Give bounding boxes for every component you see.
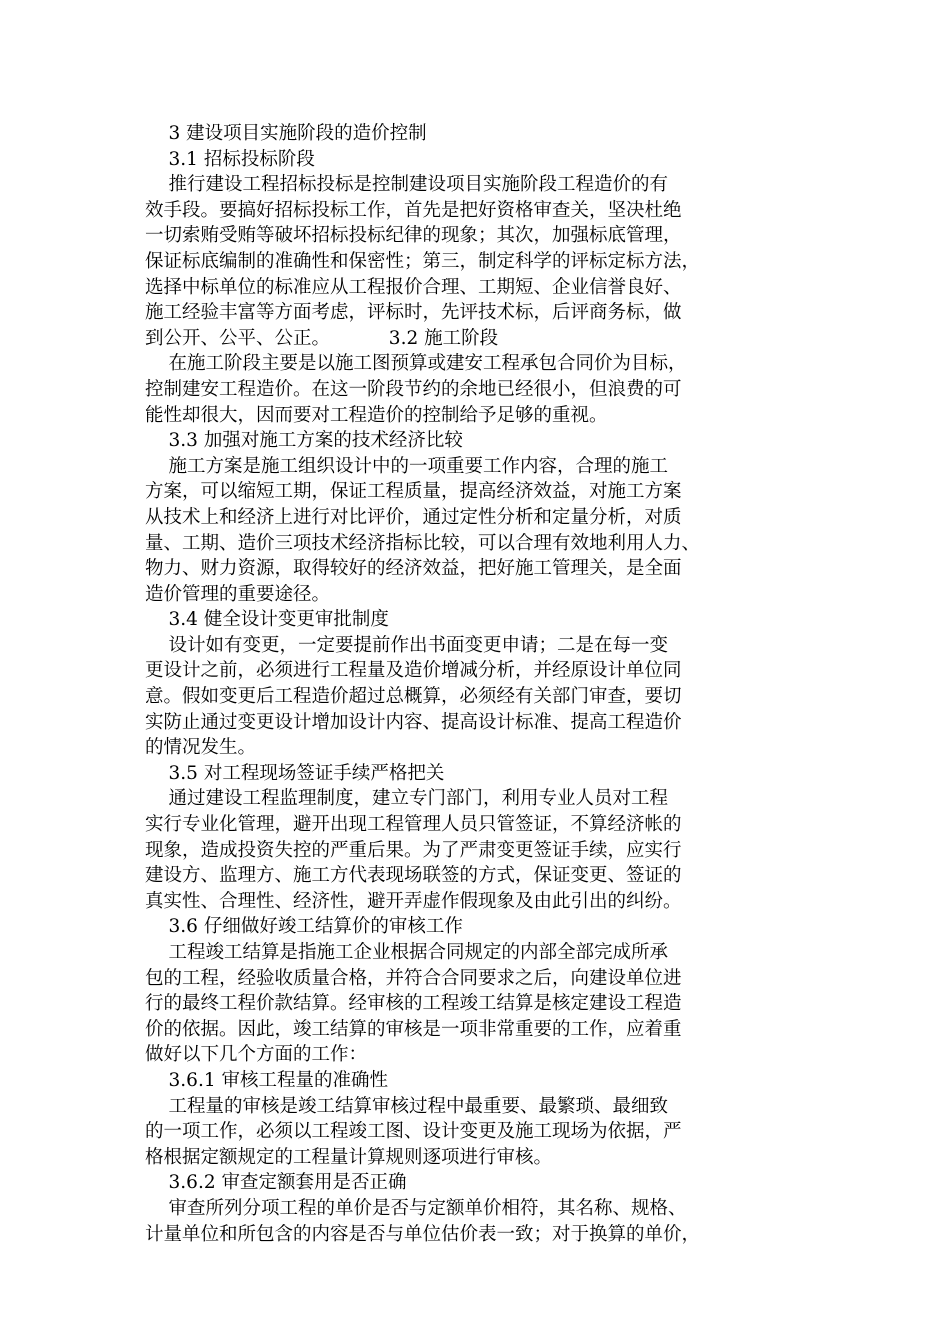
paragraph-line: 做好以下几个方面的工作：	[145, 1044, 368, 1066]
paragraph-line: 格根据定额规定的工程量计算规则逐项进行审核。	[145, 1146, 553, 1168]
paragraph-line: 量、工期、造价三项技术经济指标比较，可以合理有效地利用人力、	[145, 532, 701, 554]
paragraph-line: 从技术上和经济上进行对比评价，通过定性分析和定量分析，对质	[145, 506, 682, 528]
paragraph-line: 物力、财力资源，取得较好的经济效益，把好施工管理关，是全面	[145, 558, 682, 580]
heading-3-6: 3.6 仔细做好竣工结算价的审核工作	[145, 916, 463, 938]
paragraph-line: 控制建安工程造价。在这一阶段节约的余地已经很小，但浪费的可	[145, 378, 682, 400]
paragraph-line: 的情况发生。	[145, 737, 257, 759]
paragraph-line: 推行建设工程招标投标是控制建设项目实施阶段工程造价的有	[145, 174, 669, 196]
heading-3: 3 建设项目实施阶段的造价控制	[145, 123, 427, 144]
paragraph-line: 设计如有变更，一定要提前作出书面变更申请；二是在每一变	[145, 634, 669, 656]
heading-3-6-2: 3.6.2 审查定额套用是否正确	[145, 1172, 407, 1194]
paragraph-line: 现象，造成投资失控的严重后果。为了严肃变更签证手续，应实行	[145, 839, 682, 861]
paragraph-line: 造价管理的重要途径。	[145, 583, 331, 605]
paragraph-line: 更设计之前，必须进行工程量及造价增减分析，并经原设计单位同	[145, 660, 682, 682]
paragraph-line: 方案，可以缩短工期，保证工程质量，提高经济效益，对施工方案	[145, 481, 682, 503]
paragraph-line: 建设方、监理方、施工方代表现场联签的方式，保证变更、签证的	[145, 865, 682, 887]
paragraph-line: 真实性、合理性、经济性，避开弄虚作假现象及由此引出的纠纷。	[145, 890, 682, 912]
paragraph-line: 能性却很大，因而要对工程造价的控制给予足够的重视。	[145, 404, 608, 426]
heading-3-6-1: 3.6.1 审核工程量的准确性	[145, 1069, 388, 1091]
paragraph-line: 施工方案是施工组织设计中的一项重要工作内容，合理的施工	[145, 455, 669, 477]
heading-3-1: 3.1 招标投标阶段	[145, 148, 315, 170]
paragraph-line: 一切索贿受贿等破坏招标投标纪律的现象；其次，加强标底管理，	[145, 225, 682, 247]
paragraph-line: 价的依据。因此，竣工结算的审核是一项非常重要的工作，应着重	[145, 1018, 682, 1040]
paragraph-line: 通过建设工程监理制度，建立专门部门，利用专业人员对工程	[145, 788, 669, 810]
heading-3-4: 3.4 健全设计变更审批制度	[145, 609, 389, 631]
paragraph-line: 审查所列分项工程的单价是否与定额单价相符，其名称、规格、	[145, 1197, 687, 1219]
paragraph-line: 工程竣工结算是指施工企业根据合同规定的内部全部完成所承	[145, 942, 669, 963]
heading-3-3: 3.3 加强对施工方案的技术经济比较	[145, 430, 463, 452]
paragraph-line: 实行专业化管理，避开出现工程管理人员只管签证，不算经济帐的	[145, 814, 682, 836]
paragraph-line: 意。假如变更后工程造价超过总概算，必须经有关部门审查，要切	[145, 686, 682, 708]
heading-3-5: 3.5 对工程现场签证手续严格把关	[145, 762, 445, 784]
paragraph-line: 选择中标单位的标准应从工程报价合理、工期短、企业信誉良好、	[145, 276, 682, 298]
paragraph-line: 计量单位和所包含的内容是否与单位估价表一致；对于换算的单价，	[145, 1223, 701, 1245]
paragraph-line-with-heading-3-2: 到公开、公平、公正。 3.2 施工阶段	[145, 327, 499, 349]
paragraph-line: 工程量的审核是竣工结算审核过程中最重要、最繁琐、最细致	[145, 1095, 669, 1117]
paragraph-line: 保证标底编制的准确性和保密性；第三，制定科学的评标定标方法，	[145, 250, 701, 272]
paragraph-line: 行的最终工程价款结算。经审核的工程竣工结算是核定建设工程造	[145, 993, 682, 1015]
document-body	[145, 121, 810, 1247]
paragraph-line: 施工经验丰富等方面考虑，评标时，先评技术标，后评商务标，做	[145, 302, 682, 324]
paragraph-line: 的一项工作，必须以工程竣工图、设计变更及施工现场为依据，严	[145, 1121, 682, 1143]
paragraph-line: 在施工阶段主要是以施工图预算或建安工程承包合同价为目标，	[145, 353, 687, 375]
paragraph-line: 实防止通过变更设计增加设计内容、提高设计标准、提高工程造价	[145, 711, 682, 733]
paragraph-line: 包的工程，经验收质量合格，并符合合同要求之后，向建设单位进	[145, 967, 682, 989]
paragraph-line: 效手段。要搞好招标投标工作，首先是把好资格审查关，坚决杜绝	[145, 199, 682, 221]
